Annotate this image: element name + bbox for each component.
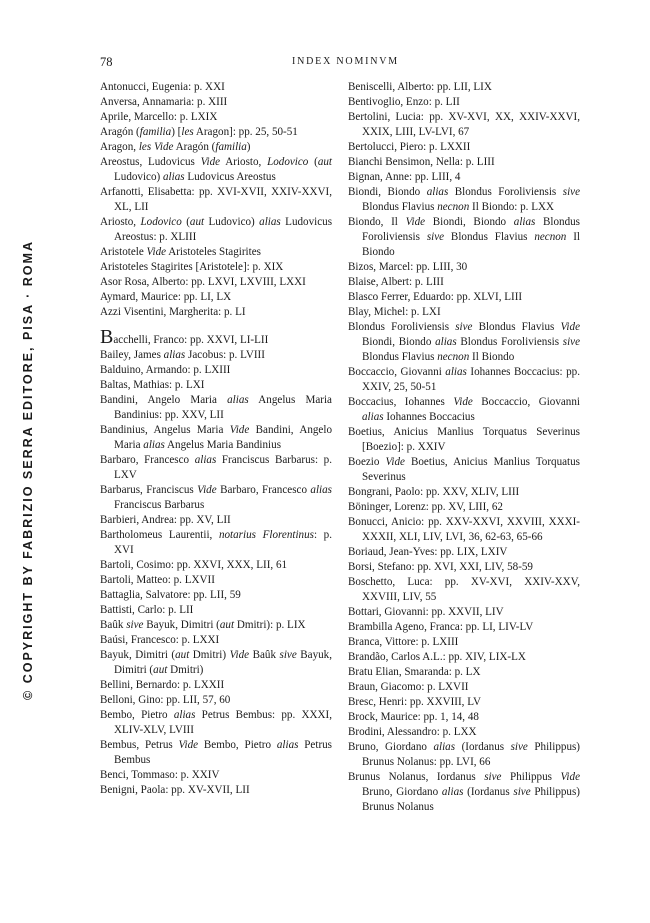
- index-entry: Bartholomeus Laurentii, notarius Florentinus: p. XVI: [100, 529, 332, 556]
- index-entry: Bertolucci, Piero: p. LXXII: [348, 141, 471, 153]
- index-entry: Bartoli, Cosimo: pp. XXVI, XXX, LII, 61: [100, 559, 288, 571]
- index-entry: Blay, Michel: p. LXI: [348, 306, 441, 318]
- index-entry: Branca, Vittore: p. LXIII: [348, 636, 459, 648]
- index-entry: Bignan, Anne: pp. LIII, 4: [348, 171, 461, 183]
- index-entry: Boetius, Anicius Manlius Torquatus Severinus [Boezio]: p. XXIV: [348, 426, 580, 453]
- index-entry: Antonucci, Eugenia: p. XXI: [100, 81, 225, 93]
- index-entry: Blaise, Albert: p. LIII: [348, 276, 444, 288]
- index-entry: Aymard, Maurice: pp. LI, LX: [100, 291, 232, 303]
- index-entry: Beniscelli, Alberto: pp. LII, LIX: [348, 81, 492, 93]
- index-entry: Bartoli, Matteo: p. LXVII: [100, 574, 215, 586]
- index-entry: Brandão, Carlos A.L.: pp. XIV, LIX-LX: [348, 651, 526, 663]
- index-entry: Biondi, Biondo alias Blondus Foroliviensis sive Blondus Flavius necnon Il Biondo: p. LXX: [348, 186, 580, 213]
- index-entry: Bizos, Marcel: pp. LIII, 30: [348, 261, 468, 273]
- index-entry: Bandini, Angelo Maria alias Angelus Maria Bandinius: pp. XXV, LII: [100, 394, 332, 421]
- index-entry: Azzi Visentini, Margherita: p. LI: [100, 306, 246, 318]
- index-entry: Bandinius, Angelus Maria Vide Bandini, Angelo Maria alias Angelus Maria Bandinius: [100, 424, 332, 451]
- index-entry: Bentivoglio, Enzo: p. LII: [348, 96, 460, 108]
- index-entry: Aragon, les Vide Aragón (familia): [100, 141, 251, 153]
- index-entry: Bottari, Giovanni: pp. XXVII, LIV: [348, 606, 504, 618]
- index-entry: Bembo, Pietro alias Petrus Bembus: pp. XXXI, XLIV-XLV, LVIII: [100, 709, 332, 736]
- running-head: INDEX NOMINVM: [292, 56, 400, 67]
- index-entry: Bianchi Bensimon, Nella: p. LIII: [348, 156, 495, 168]
- index-column-right: [348, 80, 580, 815]
- index-entry: Benci, Tommaso: p. XXIV: [100, 769, 220, 781]
- index-entry: Boschetto, Luca: pp. XV-XVI, XXIV-XXV, XXVIII, LIV, 55: [348, 576, 580, 603]
- index-entry: Brodini, Alessandro: p. LXX: [348, 726, 477, 738]
- index-entry: Asor Rosa, Alberto: pp. LXVI, LXVIII, LXXI: [100, 276, 306, 288]
- index-entry: Bembus, Petrus Vide Bembo, Pietro alias Petrus Bembus: [100, 739, 332, 766]
- index-entry: Belloni, Gino: pp. LII, 57, 60: [100, 694, 231, 706]
- index-entry: Battisti, Carlo: p. LII: [100, 604, 194, 616]
- index-entry: Böninger, Lorenz: pp. XV, LIII, 62: [348, 501, 503, 513]
- index-entry: Bailey, James alias Jacobus: p. LVIII: [100, 349, 265, 361]
- index-entry: Biondo, Il Vide Biondi, Biondo alias Blondus Foroliviensis sive Blondus Flavius necnon Il Biondo: [348, 216, 581, 258]
- index-entry: Barbarus, Franciscus Vide Barbaro, Francesco alias Franciscus Barbarus: [100, 484, 332, 511]
- index-entry: Baltas, Mathias: p. LXI: [100, 379, 205, 391]
- index-entry: Baûk sive Bayuk, Dimitri (aut Dmitri): p. LIX: [100, 619, 306, 631]
- index-entry: Benigni, Paola: pp. XV-XVII, LII: [100, 784, 250, 796]
- index-entry: Aragón (familia) [les Aragon]: pp. 25, 50-51: [100, 126, 298, 138]
- index-entry: Boezio Vide Boetius, Anicius Manlius Torquatus Severinus: [348, 456, 580, 483]
- index-entry: Brunus Nolanus, Iordanus sive Philippus Vide Bruno, Giordano alias (Iordanus sive Philippus) Brunus Nolanus: [348, 771, 580, 813]
- index-entry: Braun, Giacomo: p. LXVII: [348, 681, 469, 693]
- index-entry: Ariosto, Lodovico (aut Ludovico) alias Ludovicus Areostus: p. XLIII: [100, 216, 333, 243]
- index-entry: Borsi, Stefano: pp. XVI, XXI, LIV, 58-59: [348, 561, 533, 573]
- copyright-notice: © COPYRIGHT BY FABRIZIO SERRA EDITORE, PISA · ROMA: [21, 240, 35, 700]
- index-entry: Brock, Maurice: pp. 1, 14, 48: [348, 711, 479, 723]
- page-number: 78: [100, 55, 113, 69]
- index-entry: Balduino, Armando: p. LXIII: [100, 364, 231, 376]
- index-entry: Bruno, Giordano alias (Iordanus sive Philippus) Brunus Nolanus: pp. LVI, 66: [348, 741, 580, 768]
- index-entry: Bayuk, Dimitri (aut Dmitri) Vide Baûk sive Bayuk, Dimitri (aut Dmitri): [100, 649, 332, 676]
- index-entry: Aristoteles Stagirites [Aristotele]: p. XIX: [100, 261, 284, 273]
- index-entry: Barbaro, Francesco alias Franciscus Barbarus: p. LXV: [100, 454, 333, 481]
- index-entry: Brambilla Ageno, Franca: pp. LI, LIV-LV: [348, 621, 534, 633]
- index-entry: Arfanotti, Elisabetta: pp. XVI-XVII, XXIV-XXVI, XL, LII: [100, 186, 332, 213]
- index-entry: Bratu Elian, Smaranda: p. LX: [348, 666, 481, 678]
- index-entry: Bacchelli, Franco: pp. XXVI, LI-LII: [100, 326, 269, 348]
- index-entry: Bertolini, Lucia: pp. XV-XVI, XX, XXIV-XXVI, XXIX, LIII, LV-LVI, 67: [348, 111, 580, 138]
- index-entry: Bonucci, Anicio: pp. XXV-XXVI, XXVIII, XXXI-XXXII, XLI, LIV, LVI, 36, 62-63, 65-66: [348, 516, 580, 543]
- index-entry: Aprile, Marcello: p. LXIX: [100, 111, 218, 123]
- index-entry: Aristotele Vide Aristoteles Stagirites: [100, 246, 261, 258]
- index-entry: Anversa, Annamaria: p. XIII: [100, 96, 228, 108]
- index-entry: Blondus Foroliviensis sive Blondus Flavius Vide Biondi, Biondo alias Blondus Foroliviensis sive Blondus Flavius necnon Il Biondo: [348, 321, 580, 363]
- index-entry: Baúsi, Francesco: p. LXXI: [100, 634, 220, 646]
- index-entry: Boccaccio, Giovanni alias Iohannes Boccacius: pp. XXIV, 25, 50-51: [348, 366, 581, 393]
- index-entry: Bellini, Bernardo: p. LXXII: [100, 679, 225, 691]
- index-entry: Barbieri, Andrea: pp. XV, LII: [100, 514, 231, 526]
- index-entry: Boriaud, Jean-Yves: pp. LIX, LXIV: [348, 546, 508, 558]
- index-entry: Blasco Ferrer, Eduardo: pp. XLVI, LIII: [348, 291, 523, 303]
- index-entry: Boccacius, Iohannes Vide Boccaccio, Giovanni alias Iohannes Boccacius: [348, 396, 580, 423]
- index-column-left: [100, 80, 332, 798]
- index-entry: Bresc, Henri: pp. XXVIII, LV: [348, 696, 481, 708]
- index-entry: Battaglia, Salvatore: pp. LII, 59: [100, 589, 241, 601]
- index-entry: Areostus, Ludovicus Vide Ariosto, Lodovico (aut Ludovico) alias Ludovicus Areostus: [100, 156, 332, 183]
- index-entry: Bongrani, Paolo: pp. XXV, XLIV, LIII: [348, 486, 520, 498]
